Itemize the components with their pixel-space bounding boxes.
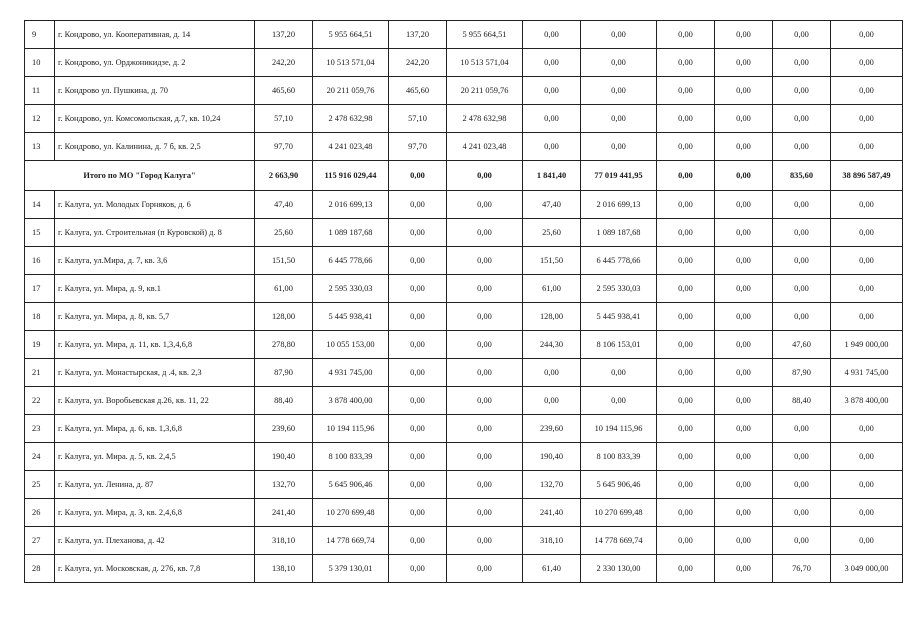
value-cell: 97,70 — [255, 133, 313, 161]
value-cell: 0,00 — [773, 443, 831, 471]
value-cell: 57,10 — [389, 105, 447, 133]
value-cell: 0,00 — [657, 21, 715, 49]
total-row — [25, 161, 903, 191]
value-cell: 128,00 — [523, 303, 581, 331]
table-row — [25, 77, 903, 105]
row-number: 12 — [25, 105, 55, 133]
value-cell: 0,00 — [657, 161, 715, 191]
value-cell: 25,60 — [523, 219, 581, 247]
value-cell: 10 194 115,96 — [313, 415, 389, 443]
value-cell: 20 211 059,76 — [447, 77, 523, 105]
value-cell: 0,00 — [715, 415, 773, 443]
value-cell: 2 016 699,13 — [313, 191, 389, 219]
address-cell: г. Калуга, ул. Строительная (п Куровской) д. 8 — [55, 219, 255, 247]
value-cell: 1 949 000,00 — [831, 331, 903, 359]
value-cell: 0,00 — [523, 105, 581, 133]
value-cell: 0,00 — [715, 161, 773, 191]
value-cell: 0,00 — [657, 191, 715, 219]
value-cell: 0,00 — [447, 387, 523, 415]
value-cell: 77 019 441,95 — [581, 161, 657, 191]
value-cell: 0,00 — [773, 49, 831, 77]
table-row — [25, 331, 903, 359]
value-cell: 0,00 — [657, 219, 715, 247]
value-cell: 0,00 — [831, 219, 903, 247]
value-cell: 318,10 — [523, 527, 581, 555]
value-cell: 1 089 187,68 — [581, 219, 657, 247]
value-cell: 190,40 — [255, 443, 313, 471]
table-row — [25, 247, 903, 275]
value-cell: 6 445 778,66 — [581, 247, 657, 275]
value-cell: 0,00 — [715, 247, 773, 275]
value-cell: 0,00 — [447, 303, 523, 331]
value-cell: 0,00 — [657, 499, 715, 527]
value-cell: 0,00 — [715, 21, 773, 49]
value-cell: 0,00 — [773, 471, 831, 499]
value-cell: 0,00 — [523, 359, 581, 387]
value-cell: 0,00 — [389, 415, 447, 443]
value-cell: 0,00 — [523, 49, 581, 77]
address-cell: г. Калуга, ул. Мира, д. 9, кв.1 — [55, 275, 255, 303]
table-row — [25, 359, 903, 387]
table-row — [25, 555, 903, 583]
value-cell: 0,00 — [715, 471, 773, 499]
value-cell: 137,20 — [389, 21, 447, 49]
value-cell: 10 194 115,96 — [581, 415, 657, 443]
table-row — [25, 219, 903, 247]
value-cell: 0,00 — [773, 303, 831, 331]
table-body — [25, 21, 903, 583]
value-cell: 14 778 669,74 — [313, 527, 389, 555]
value-cell: 0,00 — [773, 77, 831, 105]
value-cell: 0,00 — [831, 105, 903, 133]
table-row — [25, 527, 903, 555]
value-cell: 47,40 — [255, 191, 313, 219]
value-cell: 0,00 — [831, 443, 903, 471]
value-cell: 0,00 — [581, 49, 657, 77]
value-cell: 0,00 — [581, 133, 657, 161]
value-cell: 0,00 — [523, 77, 581, 105]
value-cell: 2 595 330,03 — [581, 275, 657, 303]
value-cell: 0,00 — [447, 415, 523, 443]
value-cell: 4 241 023,48 — [447, 133, 523, 161]
value-cell: 0,00 — [715, 359, 773, 387]
value-cell: 0,00 — [831, 303, 903, 331]
value-cell: 0,00 — [657, 105, 715, 133]
value-cell: 3 878 400,00 — [831, 387, 903, 415]
table-row — [25, 471, 903, 499]
table-row — [25, 415, 903, 443]
value-cell: 0,00 — [831, 21, 903, 49]
value-cell: 97,70 — [389, 133, 447, 161]
value-cell: 138,10 — [255, 555, 313, 583]
value-cell: 0,00 — [715, 303, 773, 331]
value-cell: 2 663,90 — [255, 161, 313, 191]
value-cell: 0,00 — [581, 21, 657, 49]
value-cell: 10 270 699,48 — [581, 499, 657, 527]
value-cell: 0,00 — [773, 105, 831, 133]
value-cell: 8 100 833,39 — [313, 443, 389, 471]
value-cell: 0,00 — [447, 331, 523, 359]
value-cell: 0,00 — [715, 527, 773, 555]
value-cell: 5 445 938,41 — [313, 303, 389, 331]
table-row — [25, 49, 903, 77]
value-cell: 5 379 130,01 — [313, 555, 389, 583]
table-row — [25, 499, 903, 527]
value-cell: 3 049 000,00 — [831, 555, 903, 583]
value-cell: 0,00 — [389, 359, 447, 387]
value-cell: 20 211 059,76 — [313, 77, 389, 105]
value-cell: 0,00 — [657, 443, 715, 471]
value-cell: 0,00 — [831, 499, 903, 527]
row-number: 13 — [25, 133, 55, 161]
row-number: 18 — [25, 303, 55, 331]
value-cell: 6 445 778,66 — [313, 247, 389, 275]
value-cell: 0,00 — [773, 275, 831, 303]
value-cell: 0,00 — [715, 49, 773, 77]
value-cell: 5 645 906,46 — [313, 471, 389, 499]
address-cell: г. Калуга, ул.Мира, д. 7, кв. 3,6 — [55, 247, 255, 275]
value-cell: 10 270 699,48 — [313, 499, 389, 527]
row-number: 25 — [25, 471, 55, 499]
value-cell: 0,00 — [447, 191, 523, 219]
value-cell: 0,00 — [389, 219, 447, 247]
value-cell: 25,60 — [255, 219, 313, 247]
resettlement-table — [24, 20, 903, 583]
total-label: Итого по МО "Город Калуга" — [25, 161, 255, 191]
value-cell: 0,00 — [831, 527, 903, 555]
value-cell: 0,00 — [447, 527, 523, 555]
address-cell: г. Кондрово ул. Пушкина, д. 70 — [55, 77, 255, 105]
value-cell: 0,00 — [773, 133, 831, 161]
value-cell: 0,00 — [715, 219, 773, 247]
value-cell: 0,00 — [389, 555, 447, 583]
row-number: 24 — [25, 443, 55, 471]
value-cell: 0,00 — [657, 527, 715, 555]
value-cell: 0,00 — [447, 359, 523, 387]
value-cell: 0,00 — [447, 443, 523, 471]
value-cell: 0,00 — [389, 303, 447, 331]
value-cell: 0,00 — [523, 21, 581, 49]
table-row — [25, 387, 903, 415]
value-cell: 239,60 — [255, 415, 313, 443]
value-cell: 0,00 — [523, 133, 581, 161]
value-cell: 5 955 664,51 — [447, 21, 523, 49]
address-cell: г. Калуга, ул. Ленина, д. 87 — [55, 471, 255, 499]
value-cell: 0,00 — [447, 247, 523, 275]
value-cell: 10 513 571,04 — [313, 49, 389, 77]
value-cell: 0,00 — [657, 387, 715, 415]
address-cell: г. Калуга, ул. Мира, д. 6, кв. 1,3,6,8 — [55, 415, 255, 443]
value-cell: 0,00 — [581, 105, 657, 133]
table-row — [25, 191, 903, 219]
value-cell: 47,60 — [773, 331, 831, 359]
value-cell: 0,00 — [831, 415, 903, 443]
value-cell: 0,00 — [657, 471, 715, 499]
value-cell: 61,00 — [523, 275, 581, 303]
value-cell: 0,00 — [581, 359, 657, 387]
table-row — [25, 443, 903, 471]
value-cell: 0,00 — [831, 275, 903, 303]
value-cell: 10 513 571,04 — [447, 49, 523, 77]
document-page — [24, 20, 902, 583]
value-cell: 2 478 632,98 — [313, 105, 389, 133]
value-cell: 0,00 — [657, 49, 715, 77]
value-cell: 14 778 669,74 — [581, 527, 657, 555]
value-cell: 0,00 — [831, 191, 903, 219]
address-cell: г. Калуга, ул. Мира. д. 5, кв. 2,4,5 — [55, 443, 255, 471]
value-cell: 8 106 153,01 — [581, 331, 657, 359]
table-row — [25, 303, 903, 331]
value-cell: 61,40 — [523, 555, 581, 583]
value-cell: 0,00 — [773, 21, 831, 49]
value-cell: 61,00 — [255, 275, 313, 303]
row-number: 17 — [25, 275, 55, 303]
value-cell: 137,20 — [255, 21, 313, 49]
value-cell: 465,60 — [389, 77, 447, 105]
row-number: 26 — [25, 499, 55, 527]
value-cell: 190,40 — [523, 443, 581, 471]
value-cell: 2 016 699,13 — [581, 191, 657, 219]
value-cell: 242,20 — [255, 49, 313, 77]
address-cell: г. Калуга, ул. Молодых Горняков, д. 6 — [55, 191, 255, 219]
value-cell: 0,00 — [773, 191, 831, 219]
value-cell: 0,00 — [657, 247, 715, 275]
value-cell: 4 931 745,00 — [313, 359, 389, 387]
value-cell: 835,60 — [773, 161, 831, 191]
row-number: 23 — [25, 415, 55, 443]
value-cell: 0,00 — [831, 77, 903, 105]
value-cell: 0,00 — [657, 555, 715, 583]
value-cell: 2 330 130,00 — [581, 555, 657, 583]
value-cell: 5 955 664,51 — [313, 21, 389, 49]
value-cell: 47,40 — [523, 191, 581, 219]
address-cell: г. Калуга, ул. Плеханова, д. 42 — [55, 527, 255, 555]
value-cell: 0,00 — [389, 471, 447, 499]
address-cell: г. Кондрово, ул. Кооперативная, д. 14 — [55, 21, 255, 49]
value-cell: 0,00 — [389, 191, 447, 219]
address-cell: г. Кондрово, ул. Орджоникидзе, д. 2 — [55, 49, 255, 77]
row-number: 28 — [25, 555, 55, 583]
row-number: 11 — [25, 77, 55, 105]
value-cell: 0,00 — [715, 77, 773, 105]
value-cell: 1 089 187,68 — [313, 219, 389, 247]
value-cell: 3 878 400,00 — [313, 387, 389, 415]
value-cell: 0,00 — [657, 415, 715, 443]
value-cell: 88,40 — [773, 387, 831, 415]
value-cell: 0,00 — [715, 105, 773, 133]
row-number: 16 — [25, 247, 55, 275]
value-cell: 241,40 — [523, 499, 581, 527]
address-cell: г. Калуга, ул. Воробьевская д.26, кв. 11, 22 — [55, 387, 255, 415]
value-cell: 318,10 — [255, 527, 313, 555]
value-cell: 0,00 — [773, 219, 831, 247]
address-cell: г. Калуга, ул. Монастырская, д .4, кв. 2,3 — [55, 359, 255, 387]
value-cell: 8 100 833,39 — [581, 443, 657, 471]
table-row — [25, 133, 903, 161]
value-cell: 38 896 587,49 — [831, 161, 903, 191]
value-cell: 5 645 906,46 — [581, 471, 657, 499]
row-number: 21 — [25, 359, 55, 387]
value-cell: 88,40 — [255, 387, 313, 415]
value-cell: 0,00 — [715, 191, 773, 219]
value-cell: 87,90 — [773, 359, 831, 387]
value-cell: 151,50 — [523, 247, 581, 275]
value-cell: 0,00 — [389, 161, 447, 191]
value-cell: 241,40 — [255, 499, 313, 527]
value-cell: 0,00 — [657, 275, 715, 303]
value-cell: 0,00 — [447, 499, 523, 527]
row-number: 9 — [25, 21, 55, 49]
value-cell: 0,00 — [773, 527, 831, 555]
value-cell: 2 595 330,03 — [313, 275, 389, 303]
value-cell: 0,00 — [715, 443, 773, 471]
value-cell: 0,00 — [657, 331, 715, 359]
value-cell: 0,00 — [773, 247, 831, 275]
value-cell: 4 931 745,00 — [831, 359, 903, 387]
row-number: 22 — [25, 387, 55, 415]
value-cell: 0,00 — [447, 555, 523, 583]
row-number: 10 — [25, 49, 55, 77]
value-cell: 0,00 — [773, 499, 831, 527]
value-cell: 115 916 029,44 — [313, 161, 389, 191]
value-cell: 0,00 — [389, 387, 447, 415]
address-cell: г. Кондрово, ул. Калинина, д. 7 б, кв. 2,5 — [55, 133, 255, 161]
value-cell: 0,00 — [831, 49, 903, 77]
value-cell: 0,00 — [447, 161, 523, 191]
value-cell: 0,00 — [715, 387, 773, 415]
address-cell: г. Калуга, ул. Мира, д. 8, кв. 5,7 — [55, 303, 255, 331]
value-cell: 0,00 — [389, 443, 447, 471]
address-cell: г. Калуга, ул. Московская, д. 276, кв. 7,8 — [55, 555, 255, 583]
value-cell: 10 055 153,00 — [313, 331, 389, 359]
value-cell: 132,70 — [523, 471, 581, 499]
value-cell: 0,00 — [447, 219, 523, 247]
value-cell: 0,00 — [447, 275, 523, 303]
value-cell: 0,00 — [447, 471, 523, 499]
value-cell: 0,00 — [715, 133, 773, 161]
value-cell: 0,00 — [773, 415, 831, 443]
address-cell: г. Кондрово, ул. Комсомольская, д.7, кв. 10,24 — [55, 105, 255, 133]
value-cell: 5 445 938,41 — [581, 303, 657, 331]
row-number: 19 — [25, 331, 55, 359]
value-cell: 76,70 — [773, 555, 831, 583]
value-cell: 0,00 — [831, 133, 903, 161]
value-cell: 0,00 — [831, 471, 903, 499]
address-cell: г. Калуга, ул. Мира, д. 11, кв. 1,3,4,6,8 — [55, 331, 255, 359]
value-cell: 132,70 — [255, 471, 313, 499]
row-number: 14 — [25, 191, 55, 219]
value-cell: 0,00 — [715, 555, 773, 583]
value-cell: 0,00 — [715, 499, 773, 527]
table-row — [25, 275, 903, 303]
value-cell: 87,90 — [255, 359, 313, 387]
value-cell: 244,30 — [523, 331, 581, 359]
table-row — [25, 21, 903, 49]
value-cell: 465,60 — [255, 77, 313, 105]
value-cell: 0,00 — [657, 359, 715, 387]
value-cell: 242,20 — [389, 49, 447, 77]
value-cell: 0,00 — [389, 331, 447, 359]
value-cell: 4 241 023,48 — [313, 133, 389, 161]
address-cell: г. Калуга, ул. Мира, д. 3, кв. 2,4,6,8 — [55, 499, 255, 527]
value-cell: 0,00 — [657, 303, 715, 331]
value-cell: 0,00 — [389, 499, 447, 527]
value-cell: 0,00 — [389, 247, 447, 275]
value-cell: 0,00 — [715, 331, 773, 359]
value-cell: 0,00 — [581, 77, 657, 105]
value-cell: 239,60 — [523, 415, 581, 443]
value-cell: 0,00 — [831, 247, 903, 275]
value-cell: 278,80 — [255, 331, 313, 359]
value-cell: 0,00 — [657, 77, 715, 105]
value-cell: 0,00 — [523, 387, 581, 415]
row-number: 15 — [25, 219, 55, 247]
value-cell: 2 478 632,98 — [447, 105, 523, 133]
value-cell: 57,10 — [255, 105, 313, 133]
row-number: 27 — [25, 527, 55, 555]
value-cell: 0,00 — [657, 133, 715, 161]
value-cell: 0,00 — [581, 387, 657, 415]
value-cell: 1 841,40 — [523, 161, 581, 191]
value-cell: 0,00 — [389, 527, 447, 555]
value-cell: 128,00 — [255, 303, 313, 331]
table-row — [25, 105, 903, 133]
value-cell: 0,00 — [715, 275, 773, 303]
value-cell: 151,50 — [255, 247, 313, 275]
value-cell: 0,00 — [389, 275, 447, 303]
